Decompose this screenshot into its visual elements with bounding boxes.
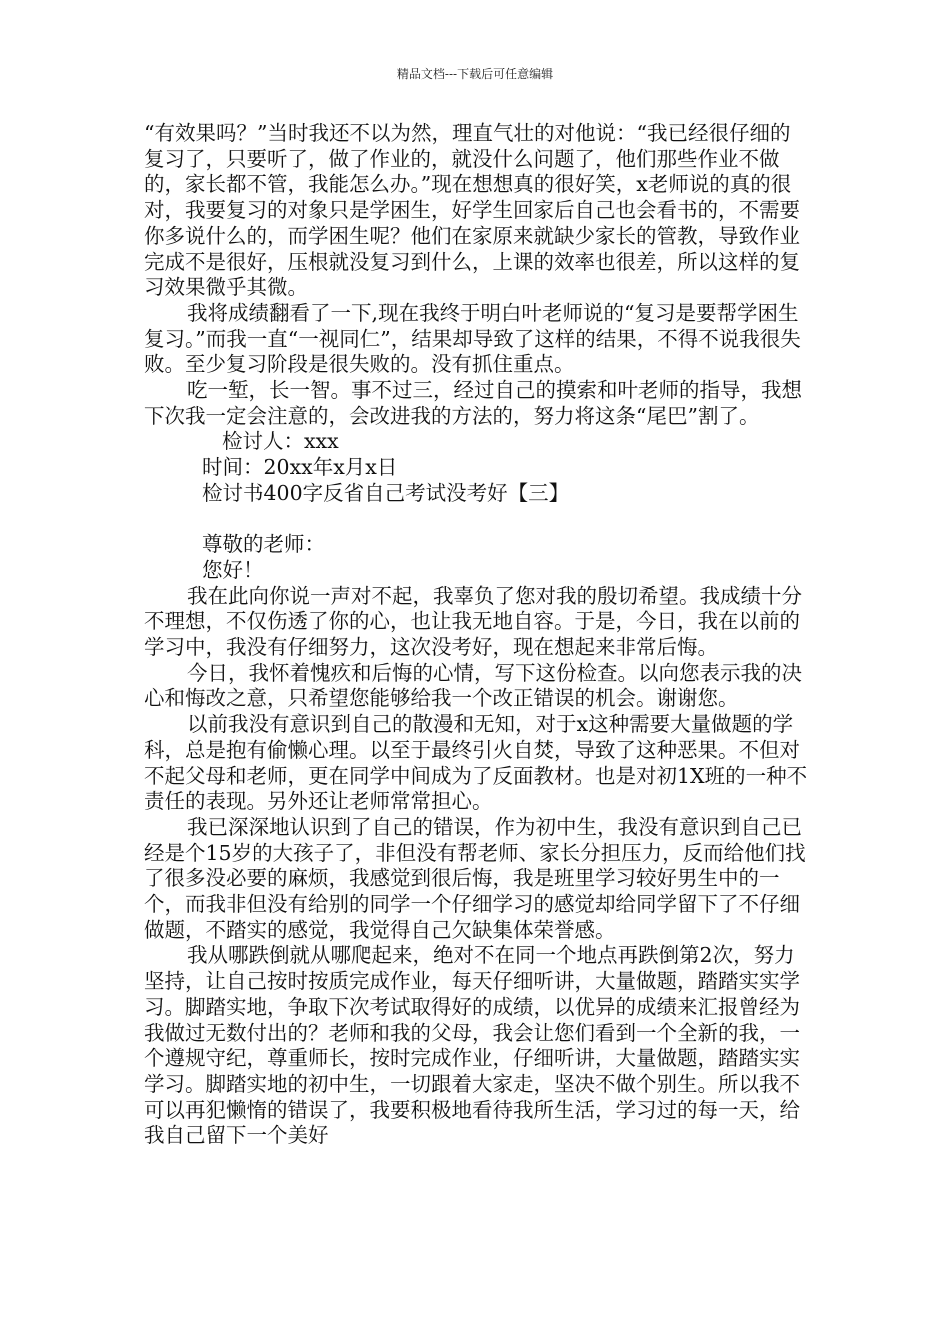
greeting: 您好！ <box>202 557 264 582</box>
date-line: 时间：20xx年x月x日 <box>202 455 398 480</box>
signer-line: 检讨人：xxx <box>222 429 339 454</box>
paragraph-4: 我在此向你说一声对不起，我辜负了您对我的殷切希望。我成绩十分不理想，不仅伤透了你的心，也让我无地自容。于是，今日，我在以前的学习中，我没有仔细努力，这次没考好，现在想起来非常后悔。 <box>144 583 803 660</box>
paragraph-1: “有效果吗？”当时我还不以为然，理直气壮的对他说：“我已经很仔细的复习了，只要听了，做了作业的，就没什么问题了，他们那些作业不做的，家长都不管，我能怎么办。”现在想想真的很好笑，x老师说的真的很对，我要复习的对象只是学困生，好学生回家后自己也会看书的，不需要你多说什么的，而学困生呢？他们在家原来就缺少家长的管教，导致作业完成不是很好，压根就没复习到什么，上课的效率也很差，所以这样的复习效果微乎其微。 <box>144 121 800 300</box>
paragraph-2: 我将成绩翻看了一下,现在我终于明白叶老师说的“复习是要帮学困生复习。”而我一直“一视同仁”，结果却导致了这样的结果，不得不说我很失败。至少复习阶段是很失败的。没有抓住重点。 <box>144 300 801 377</box>
blank-line <box>144 507 809 533</box>
page-header: 精品文档---下载后可任意编辑 <box>396 67 554 81</box>
paragraph-8: 我从哪跌倒就从哪爬起来，绝对不在同一个地点再跌倒第2次，努力坚持，让自己按时按质完成作业，每天仔细听讲，大量做题，踏踏实实学习。脚踏实地，争取下次考试取得好的成绩，以优异的成绩来汇报曾经为我做过无数付出的？老师和我的父母，我会让您们看到一个全新的我，一个遵规守纪，尊重师长，按时完成作业，仔细听讲，大量做题，踏踏实实学习。脚踏实地的初中生，一切跟着大家走，坚决不做个别生。所以我不可以再犯懒惰的错误了，我要积极地看待我所生活，学习过的每一天，给我自己留下一个美好 <box>144 943 800 1148</box>
salutation: 尊敬的老师： <box>202 532 325 557</box>
paragraph-3: 吃一堑，长一智。事不过三，经过自己的摸索和叶老师的指导，我想下次我一定会注意的，会改进我的方法的，努力将这条“尾巴”割了。 <box>144 378 803 428</box>
document-body <box>144 121 809 1149</box>
paragraph-5: 今日，我怀着愧疚和后悔的心情，写下这份检查。以向您表示我的决心和悔改之意，只希望您能够给我一个改正错误的机会。谢谢您。 <box>144 660 803 711</box>
paragraph-7: 我已深深地认识到了自己的错误，作为初中生，我没有意识到自己已经是个15岁的大孩子了，非但没有帮老师、家长分担压力，反而给他们找了很多没必要的麻烦，我感觉到很后悔，我是班里学习较好男生中的一个，而我非但没有给别的同学一个仔细学习的感觉却给同学留下了不仔细做题，不踏实的感觉，我觉得自己欠缺集体荣誉感。 <box>144 814 806 942</box>
paragraph-6: 以前我没有意识到自己的散漫和无知，对于x这种需要大量做题的学科，总是抱有偷懒心理。以至于最终引火自焚，导致了这种恶果。不但对不起父母和老师，更在同学中间成为了反面教材。也是对初1X班的一种不责任的表现。另外还让老师常常担心。 <box>144 712 808 814</box>
section-title: 检讨书400字反省自己考试没考好【三】 <box>202 480 570 505</box>
